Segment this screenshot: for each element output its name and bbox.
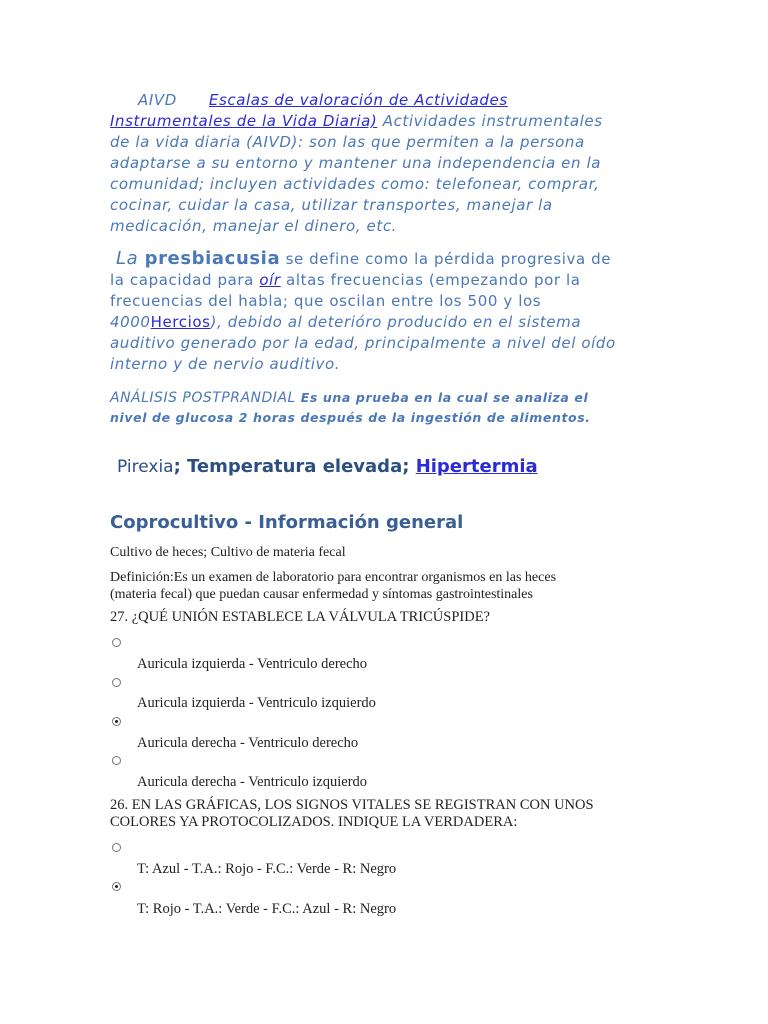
coprocultivo-synonyms: Cultivo de heces; Cultivo de materia fecal — [110, 545, 346, 560]
q27-option-3-radio[interactable] — [112, 717, 121, 726]
aivd-line-5: comunidad; incluyen actividades como: telefonear, comprar, — [110, 175, 600, 193]
analisis-title: ANÁLISIS POSTPRANDIAL — [110, 390, 296, 406]
pirexia-term: Pirexia — [117, 457, 174, 477]
coprocultivo-definition: Definición:Es un examen de laboratorio para encontrar organismos en las heces (materia fecal) que puedan causar enfermedad y síntomas gastrointestinales — [110, 570, 557, 602]
q26-option-2-radio[interactable] — [112, 882, 121, 891]
presb-line-6: interno y de nervio auditivo. — [110, 355, 341, 373]
aivd-scales-link-cont[interactable]: Instrumentales de la Vida Diaria) — [110, 112, 378, 130]
aivd-line-3: de la vida diaria (AIVD): son las que permiten a la persona — [110, 133, 585, 151]
q27-option-2-label: Auricula izquierda - Ventriculo izquierdo — [137, 695, 376, 711]
q27-option-2-radio[interactable] — [112, 678, 121, 687]
presb-line-5: auditivo generado por la edad, principalmente a nivel del oído — [110, 334, 616, 352]
aivd-line-4: adaptarse a su entorno y mantener una independencia en la — [110, 154, 602, 172]
oir-link[interactable]: oír — [259, 271, 281, 289]
aivd-paragraph — [110, 90, 668, 237]
hercios-link[interactable]: Hercios — [150, 313, 211, 331]
q26-option-1-radio[interactable] — [112, 843, 121, 852]
hipertermia-link[interactable]: Hipertermia — [415, 456, 538, 477]
q26-option-2-label: T: Rojo - T.A.: Verde - F.C.: Azul - R: Negro — [137, 901, 397, 917]
aivd-line-7: medicación, manejar el dinero, etc. — [110, 217, 398, 235]
aivd-abbr: AIVD — [138, 91, 177, 109]
presb-line-2: la capacidad para oír altas frecuencias (empezando por la — [110, 271, 581, 289]
presbiacusia-term: presbiacusia — [144, 248, 281, 269]
q27-option-1-radio[interactable] — [112, 638, 121, 647]
q27-option-1-label: Auricula izquierda - Ventriculo derecho — [137, 656, 368, 672]
q27-question: 27. ¿QUÉ UNIÓN ESTABLECE LA VÁLVULA TRICÚSPIDE? — [110, 609, 490, 625]
q26-question: 26. EN LAS GRÁFICAS, LOS SIGNOS VITALES SE REGISTRAN CON UNOS COLORES YA PROTOCOLIZADOS. INDIQUE LA VERDADERA: — [110, 797, 594, 830]
analisis-paragraph — [110, 388, 668, 428]
presb-line-4: 4000Hercios), debido al deterióro producido en el sistema — [110, 313, 582, 331]
analisis-line-1: ANÁLISIS POSTPRANDIAL Es una prueba en la cual se analiza el — [110, 390, 589, 406]
aivd-line-2: Instrumentales de la Vida Diaria) Actividades instrumentales — [110, 112, 603, 130]
presb-line-1: La presbiacusia se define como la pérdida progresiva de — [116, 248, 612, 269]
coprocultivo-heading: Coprocultivo - Información general — [110, 512, 464, 533]
aivd-line-1 — [110, 90, 668, 111]
presbiacusia-paragraph — [110, 248, 668, 375]
presb-line-3: frecuencias del habla; que oscilan entre los 500 y los — [110, 292, 542, 310]
q27-option-4-label: Auricula derecha - Ventriculo izquierdo — [137, 774, 368, 790]
aivd-scales-link[interactable]: Escalas de valoración de Actividades — [208, 91, 508, 109]
analisis-line-2: nivel de glucosa 2 horas después de la ingestión de alimentos. — [110, 410, 591, 425]
pirexia-line: Pirexia; Temperatura elevada; Hipertermia — [117, 456, 538, 477]
q27-option-4-radio[interactable] — [112, 756, 121, 765]
aivd-line-6: cocinar, cuidar la casa, utilizar transportes, manejar la — [110, 196, 553, 214]
q27-option-3-label: Auricula derecha - Ventriculo derecho — [137, 735, 359, 751]
q26-option-1-label: T: Azul - T.A.: Rojo - F.C.: Verde - R: Negro — [137, 861, 397, 877]
